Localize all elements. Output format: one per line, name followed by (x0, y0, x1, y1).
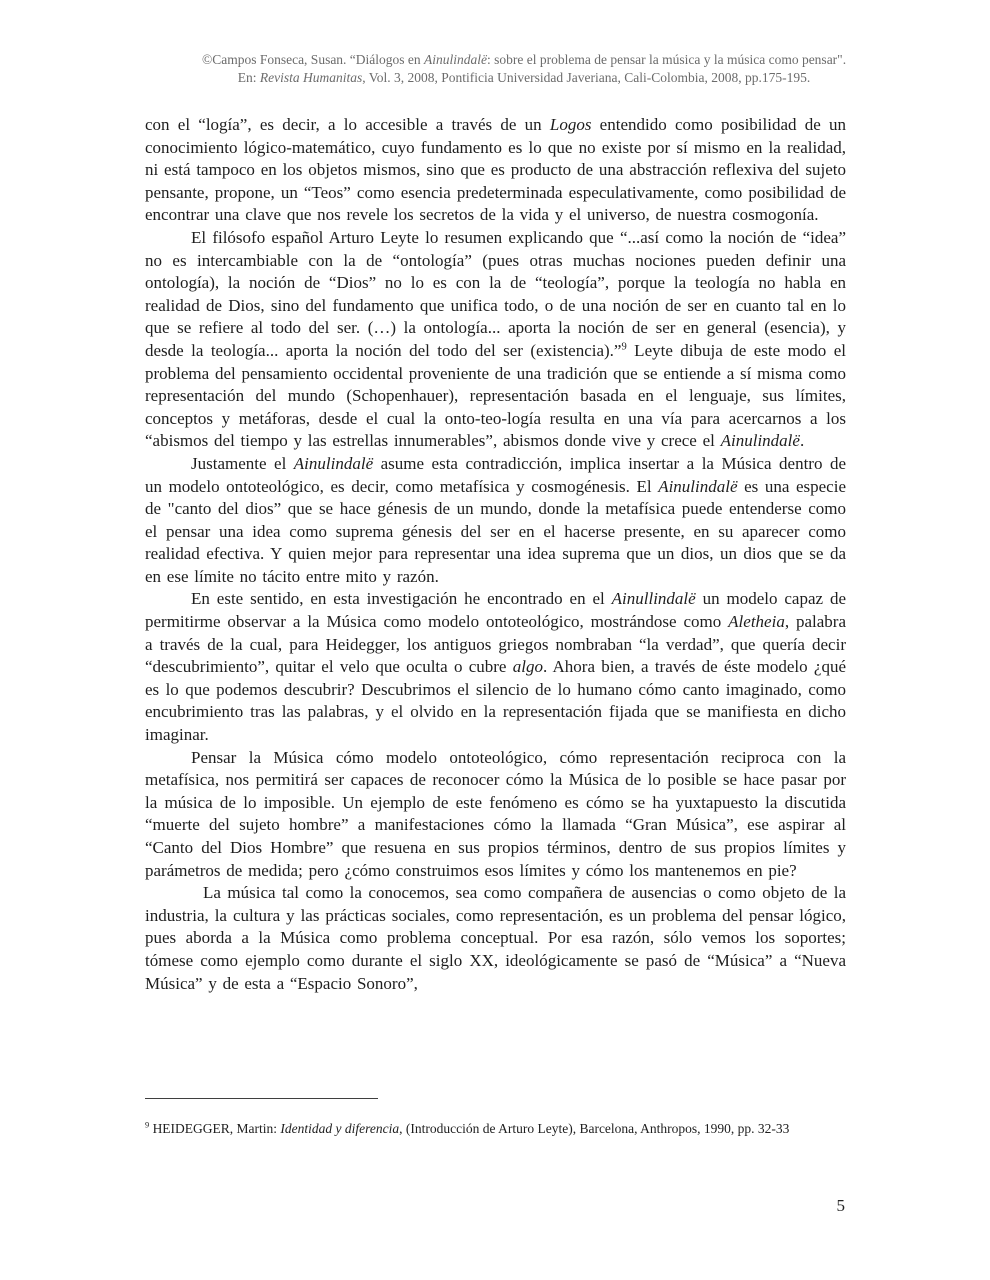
citation-line-2 (158, 69, 890, 87)
footnote (145, 1116, 846, 1141)
text-run: , palabra a través de la cual, para Heidegger, los antiguos griegos nombraban “la verdad”, que quería decir “descubrimiento”, quitar el velo que oculta o cubre (145, 612, 847, 677)
text-run: asume esta contradicción, implica insertar a la Música dentro de un modelo ontoteológico, es decir, como metafísica y cosmogénesis. El (145, 453, 846, 496)
italic-text-run: Ainullindalë (611, 589, 696, 609)
text-run: . (799, 431, 805, 451)
footnote-reference: 9 (621, 341, 627, 353)
body-paragraph-1 (145, 114, 846, 227)
text-run: HEIDEGGER, Martin: (149, 1121, 281, 1136)
text-run: es una especie de "canto del dios” que se hace génesis de un mundo, donde la metafísica puede entenderse como el pensar una idea como suprema génesis del ser en el hacerse presente, en su aparecer como realidad efectiva. Y quien mejor para representar una idea suprema que un dios, un dios que se da en ese límite no tácito entre mito y razón. (145, 476, 846, 586)
page-body (145, 114, 846, 995)
body-paragraph-2 (145, 227, 846, 453)
footnote-separator (145, 1098, 378, 1099)
text-run: ©Campos Fonseca, Susan. “Diálogos en (201, 52, 425, 67)
text-run: El filósofo español Arturo Leyte lo resumen explicando que “...así como la noción de “idea” no es intercambiable con la de “ontología” (pues otras muchas nociones pueden definir una ontología), la noción de “Dios” no lo es con la de “teología”, porque la teología no habla en realidad de Dios, sino del fundamento que unifica todo, o de una noción de ser en cuanto tal en lo que se refiere al todo del ser. (…) la ontología... aporta la noción de ser en general (esencia), y desde la teología... aporta la noción del todo del ser (existencia).” (145, 227, 846, 360)
italic-text-run: Logos (549, 115, 592, 134)
page-number: 5 (836, 1196, 845, 1215)
text-run: con el “logía”, es decir, a lo accesible a través de un (145, 115, 550, 134)
text-run: , Vol. 3, 2008, Pontificia Universidad Javeriana, Cali-Colombia, 2008, pp.175-195. (362, 70, 811, 85)
body-paragraph-5 (145, 747, 846, 883)
italic-text-run: Ainulindalë (424, 52, 488, 67)
italic-text-run: Ainulindalë (720, 431, 800, 451)
text-run: Leyte dibuja de este modo el problema del pensamiento occidental proveniente de una tradición que se entiende a sí misma como representación del mundo (Schopenhauer), representación basada en el lenguaje, sus límites, conceptos y metáforas, desde el cual la onto-teo-logía resulta en una vía para acercarnos a los “abismos del tiempo y las estrellas innumerables”, abismos donde vive y crece el (145, 340, 846, 451)
text-run: En: (237, 70, 260, 85)
text-run: En este sentido, en esta investigación he encontrado en el (191, 589, 612, 609)
text-run: un modelo capaz de permitirme observar a la Música como modelo ontoteológico, mostrándose como (145, 589, 847, 632)
citation-line-1 (158, 51, 890, 69)
italic-text-run: Aletheia (728, 612, 785, 632)
footnote-reference: 9 (145, 1120, 150, 1130)
text-run: Justamente el (191, 453, 294, 473)
italic-text-run: Ainulindalë (658, 476, 738, 496)
italic-text-run: Identidad y diferencia (280, 1121, 400, 1136)
text-run: : sobre el problema de pensar la música y la música como pensar". (487, 52, 847, 67)
text-run: , (Introducción de Arturo Leyte), Barcelona, Anthropos, 1990, pp. 32-33 (399, 1121, 790, 1136)
body-paragraph-6 (145, 882, 846, 995)
body-paragraph-3 (145, 453, 846, 589)
italic-text-run: Revista Humanitas (259, 70, 363, 85)
text-run: Pensar la Música cómo modelo ontoteológico, cómo representación reciproca con la metafísica, nos permitirá ser capaces de reconocer cómo la Música de lo posible se hace pasar por la música de lo imposible. Un ejemplo de este fenómeno es cómo se ha yuxtapuesto la discutida “muerte del sujeto hombre” a manifestaciones cómo la llamada “Gran Música”, ese aspirar al “Canto del Dios Hombre” que resuena en sus propios términos, dentro de sus propios límites y parámetros de medida; pero ¿cómo construimos esos límites y cómo los mantenemos en pie? (145, 747, 846, 880)
text-run: La música tal como la conocemos, sea como compañera de ausencias o como objeto de la industria, la cultura y las prácticas sociales, como representación, es un problema del pensar lógico, pues aborda a la Música como problema conceptual. Por esa razón, sólo vemos los soportes; tómese como ejemplo como durante el siglo XX, ideológicamente se pasó de “Música” a “Nueva Música” y de esta a “Espacio Sonoro”, (145, 883, 846, 993)
body-paragraph-4 (145, 588, 846, 746)
text-run: entendido como posibilidad de un conocimiento lógico-matemático, cuyo fundamento es lo que no existe por sí mismo en la realidad, ni está tampoco en los objetos mismos, sino que es producto de una abstracción reflexiva del sujeto pensante, propone, un “Teos” como esencia predeterminada especulativamente, como posibilidad de encontrar una clave que nos revele los secretos de la vida y el universo, de nuestra cosmogonía. (145, 115, 847, 225)
italic-text-run: Ainulindalë (293, 453, 374, 473)
italic-text-run: algo (512, 657, 543, 677)
text-run: . Ahora bien, a través de éste modelo ¿qué es lo que podemos descubrir? Descubrimos el silencio de lo humano cómo canto imaginado, como encubrimiento tras las palabras, y el olvido en la representación fijada que se manifiesta en dicho imaginar. (145, 657, 846, 745)
citation-header (158, 51, 890, 87)
